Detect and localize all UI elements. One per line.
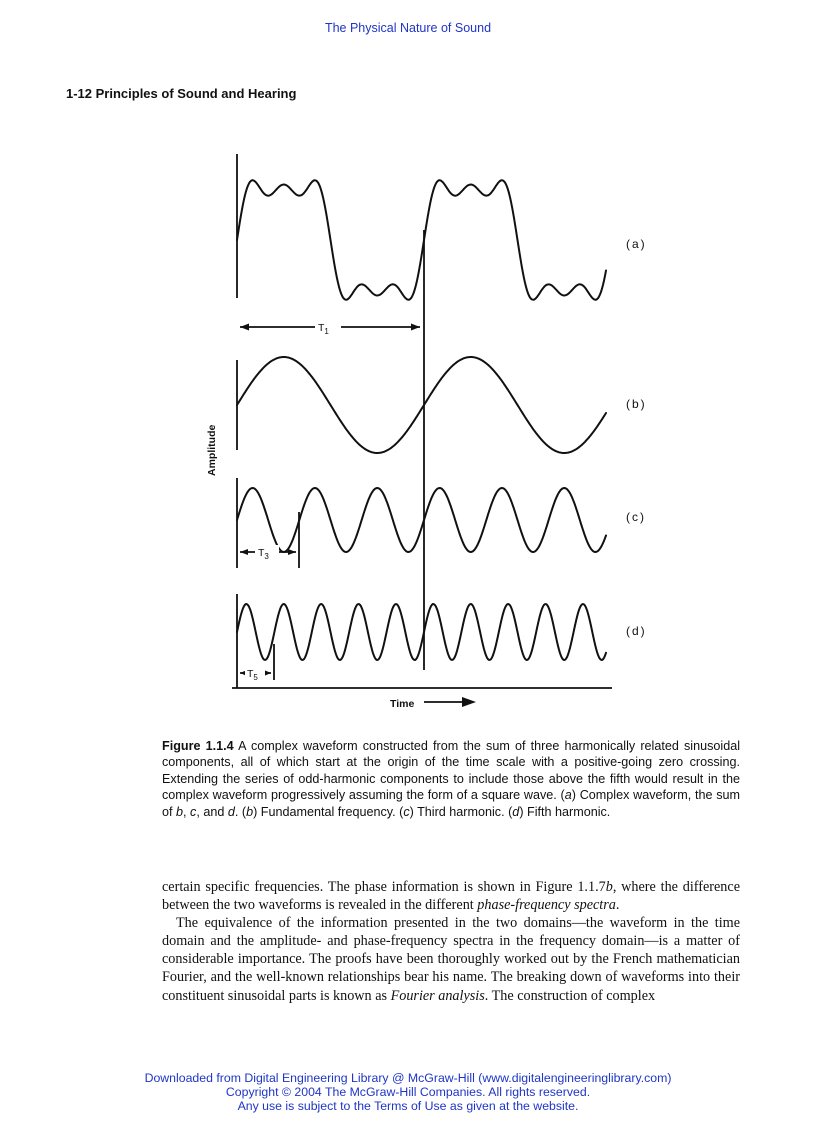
figure-label: Figure 1.1.4 <box>162 739 234 753</box>
section-heading: 1-12 Principles of Sound and Hearing <box>66 86 297 101</box>
time-arrow-head <box>462 697 476 707</box>
panel-label-d: (d) <box>626 624 647 638</box>
waveform-a <box>237 180 606 299</box>
panel-label-a: (a) <box>626 237 647 251</box>
period-label-t5: $T_5$ <box>247 668 258 682</box>
y-axis-label: Amplitude <box>206 424 218 476</box>
figure-1-1-4 <box>160 150 720 720</box>
paragraph: certain specific frequencies. The phase information is shown in Figure 1.1.7b, where the difference between the two waveforms is revealed in the different phase-frequency spectra. <box>162 879 740 914</box>
footer-copyright: Copyright © 2004 The McGraw-Hill Companies. All rights reserved. <box>225 1085 591 1099</box>
period-label-t1: $T_1$ <box>318 322 329 336</box>
panel-label-b: (b) <box>626 397 647 411</box>
panel-label-c: (c) <box>626 510 646 524</box>
t3-arrow-left <box>240 549 248 555</box>
t5-arrow-right <box>264 670 271 676</box>
t1-arrow-right <box>411 324 420 331</box>
footer-link-line[interactable]: Downloaded from Digital Engineering Library @ McGraw-Hill (www.digitalengineeringlibrary.com) <box>144 1071 672 1085</box>
footer <box>0 1071 816 1113</box>
footer-terms: Any use is subject to the Terms of Use as given at the website. <box>237 1099 579 1113</box>
running-head: The Physical Nature of Sound <box>324 21 492 35</box>
period-label-t3: $T_3$ <box>258 547 269 561</box>
waveform-b <box>237 357 606 453</box>
t1-arrow-left <box>240 324 249 331</box>
figure-caption: Figure 1.1.4 A complex waveform constructed from the sum of three harmonically related sinusoidal components, all of which start at the origin of the time scale with a positive-going zero crossing. Extending the series of odd-harmonic components to include those above the fifth would result in the complex waveform progressively assuming the form of a square wave. (a) Complex waveform, the sum of b, c, and d. (b) Fundamental frequency. (c) Third harmonic. (d) Fifth harmonic. <box>162 739 740 819</box>
t3-arrow-right <box>288 549 296 555</box>
body-text <box>162 878 740 1005</box>
x-axis-label: Time <box>390 698 415 710</box>
waveform-figure <box>160 150 720 720</box>
paragraph: The equivalence of the information presented in the two domains—the waveform in the time domain and the amplitude- and phase-frequency spectra in the frequency domain—is a matter of considerable importance. The proofs have been thoroughly worked out by the French mathematician Fourier, and the well-known relationships bear his name. The breaking down of waveforms into their constituent sinusoidal parts is known as Fourier analysis. The construction of complex <box>162 915 740 1004</box>
waveform-c <box>237 488 606 552</box>
waveform-d <box>237 604 606 660</box>
